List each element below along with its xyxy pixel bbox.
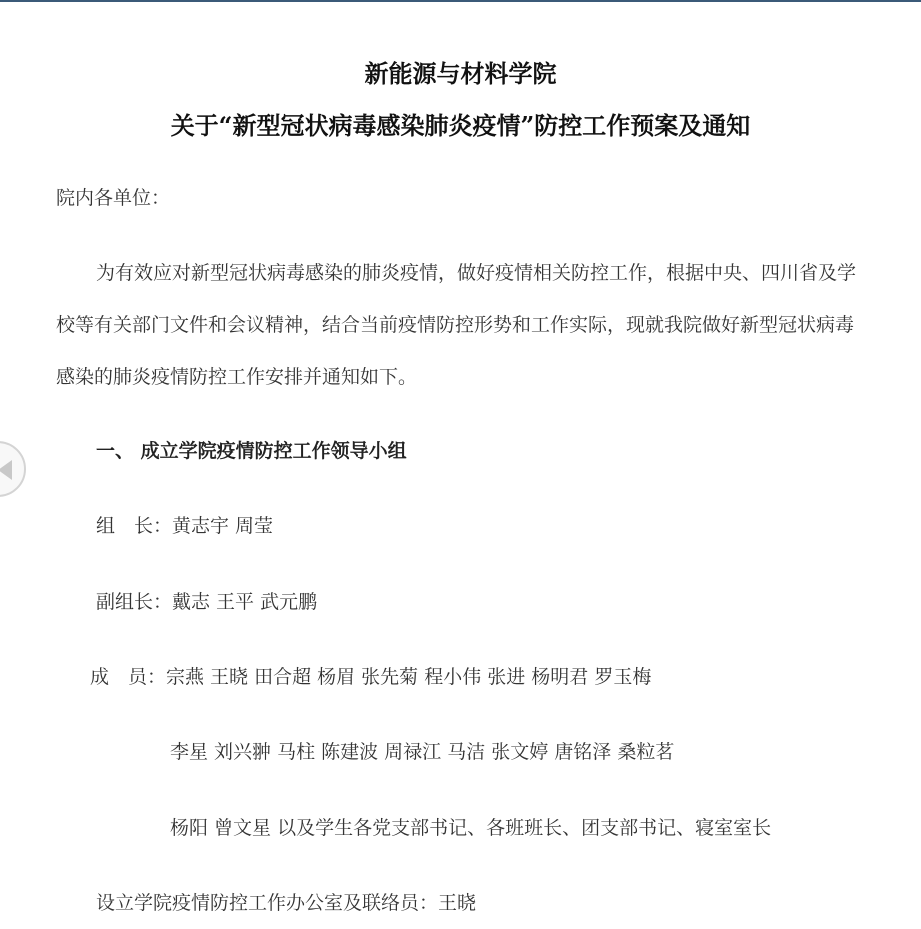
document-title-line1: 新能源与材料学院	[364, 59, 557, 88]
salutation: 院内各单位：	[56, 187, 171, 209]
deputy-leader-line: 副组长：戴志 王平 武元鹏	[96, 591, 318, 613]
intro-line-3: 感染的肺炎疫情防控工作安排并通知如下。	[56, 366, 418, 388]
document-title-line2: 关于“新型冠状病毒感染肺炎疫情”防控工作预案及通知	[170, 111, 751, 140]
intro-line-1: 为有效应对新型冠状病毒感染的肺炎疫情，做好疫情相关防控工作，根据中央、四川省及学	[96, 262, 857, 284]
office-contact-line: 设立学院疫情防控工作办公室及联络员：王晓	[96, 892, 477, 914]
intro-line-2: 校等有关部门文件和会议精神，结合当前疫情防控形势和工作实际，现就我院做好新型冠状病毒	[56, 314, 855, 336]
members-line-2: 李星 刘兴翀 马柱 陈建波 周禄江 马洁 张文婷 唐铭泽 桑粒茗	[170, 741, 675, 763]
members-line-3: 杨阳 曾文星 以及学生各党支部书记、各班班长、团支部书记、寝室室长	[170, 817, 772, 839]
members-line-1: 成 员：宗燕 王晓 田合超 杨眉 张先菊 程小伟 张进 杨明君 罗玉梅	[90, 666, 652, 688]
section-1-heading: 一、 成立学院疫情防控工作领导小组	[96, 440, 407, 462]
leader-line: 组 长：黄志宇 周莹	[96, 515, 274, 537]
